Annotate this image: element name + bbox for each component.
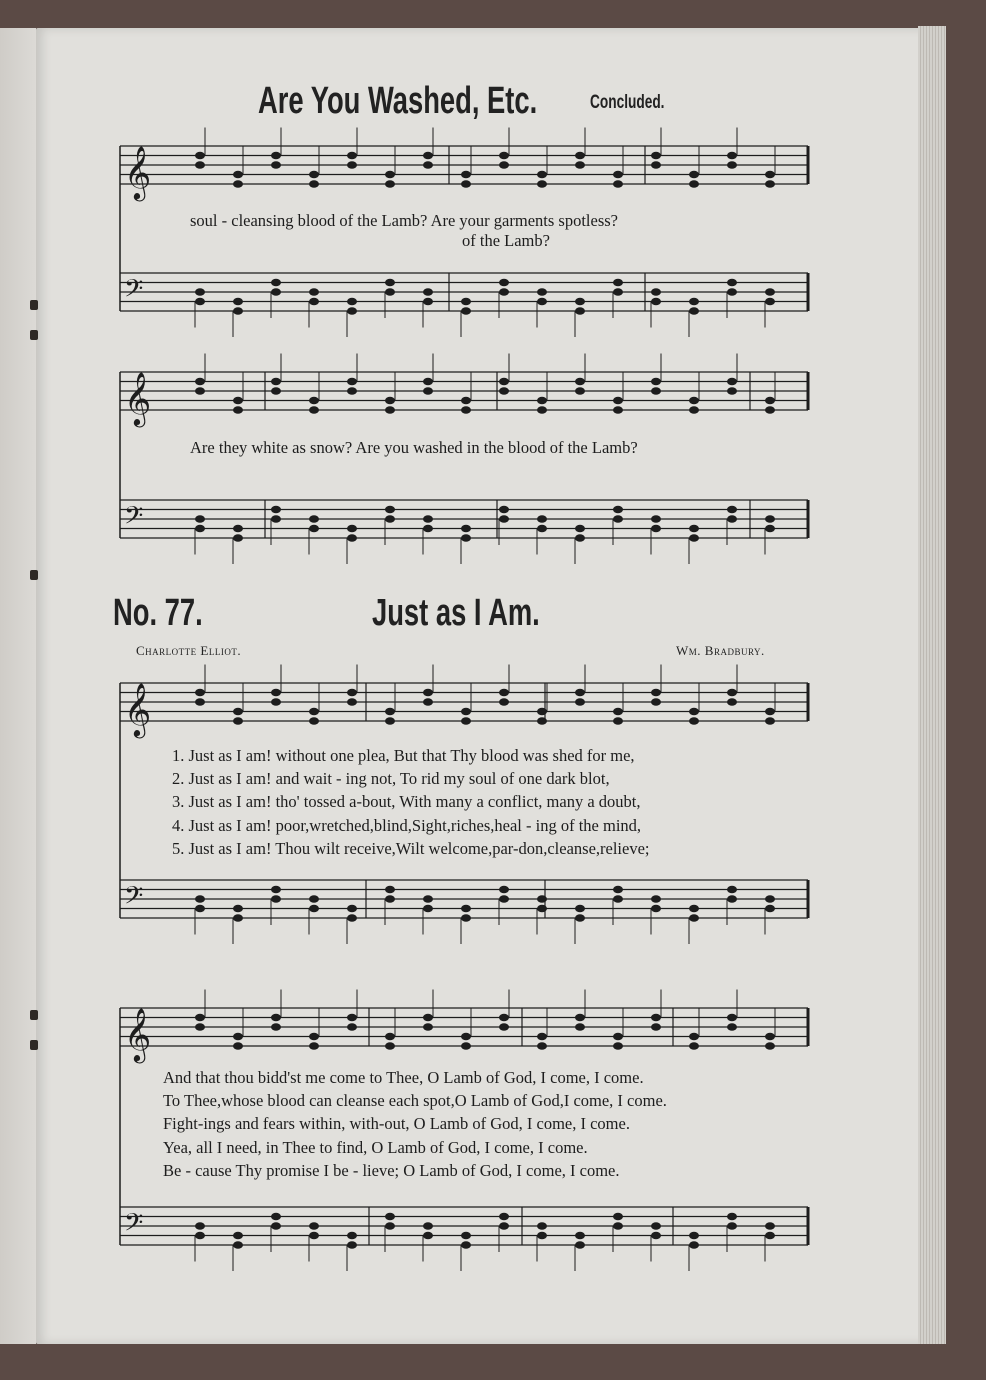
- hymn2-composer: Wm. Bradbury.: [676, 643, 765, 658]
- verse-line: Yea, all I need, in Thee to find, O Lamb of God, I come, I come.: [163, 1137, 588, 1157]
- hymn1-concluded-note: Concluded.: [590, 92, 665, 113]
- svg-text:𝄞: 𝄞: [124, 1007, 152, 1061]
- svg-text:𝄢: 𝄢: [124, 1208, 144, 1244]
- verse-line: Be - cause Thy promise I be - lieve; O Lamb of God, I come, I come.: [163, 1160, 620, 1180]
- svg-text:𝄢: 𝄢: [124, 274, 144, 310]
- svg-text:𝄢: 𝄢: [124, 881, 144, 917]
- svg-text:𝄢: 𝄢: [124, 501, 144, 537]
- verse-line: 3. Just as I am! tho' tossed a-bout, With many a conflict, many a doubt,: [172, 792, 641, 812]
- hymn2-author: Charlotte Elliot.: [136, 643, 242, 658]
- hymn1-title: Are You Washed, Etc.: [258, 80, 538, 122]
- hymn2-number: No. 77.: [113, 592, 203, 634]
- verse-line: Fight-ings and fears within, with-out, O Lamb of God, I come, I come.: [163, 1114, 630, 1134]
- verse-line: 2. Just as I am! and wait - ing not, To rid my soul of one dark blot,: [172, 769, 610, 789]
- verse-line: 1. Just as I am! without one plea, But that Thy blood was shed for me,: [172, 746, 635, 765]
- verse-line: 5. Just as I am! Thou wilt receive,Wilt welcome,par-don,cleanse,relieve;: [172, 838, 650, 858]
- hymn2-title: Just as I Am.: [372, 592, 540, 634]
- svg-text:𝄞: 𝄞: [124, 682, 152, 736]
- svg-text:𝄞: 𝄞: [124, 145, 152, 199]
- verse-line: To Thee,whose blood can cleanse each spot,O Lamb of God,I come, I come.: [163, 1091, 667, 1111]
- hymn1-lyric-line2: Are they white as snow? Are you washed in the blood of the Lamb?: [190, 438, 638, 457]
- svg-text:𝄞: 𝄞: [124, 371, 152, 425]
- verse-line: 4. Just as I am! poor,wretched,blind,Sight,riches,heal - ing of the mind,: [172, 815, 642, 835]
- verse-line: And that thou bidd'st me come to Thee, O Lamb of God, I come, I come.: [163, 1068, 644, 1087]
- hymn1-lyric-line1-alt: of the Lamb?: [462, 231, 550, 250]
- hymn1-lyric-line1: soul - cleansing blood of the Lamb? Are your garments spotless?: [190, 211, 618, 230]
